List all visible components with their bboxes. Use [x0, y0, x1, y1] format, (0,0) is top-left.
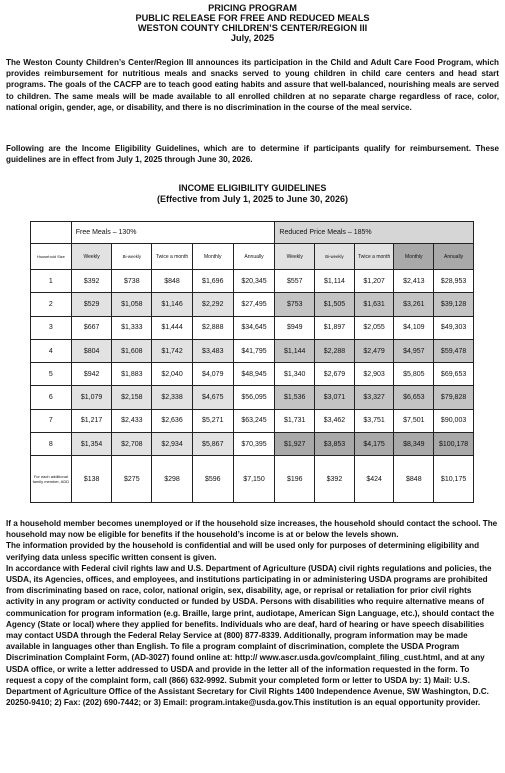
income-value-cell: $3,462	[315, 409, 355, 432]
header-line-2: PUBLIC RELEASE FOR FREE AND REDUCED MEALS	[135, 13, 370, 23]
additional-value-cell: $596	[192, 456, 233, 503]
income-value-cell: $1,536	[275, 386, 315, 409]
table-row	[31, 386, 474, 409]
income-value-cell: $1,505	[315, 293, 355, 316]
column-header: Monthly	[394, 244, 434, 270]
table-row	[31, 316, 474, 339]
income-value-cell: $529	[71, 293, 112, 316]
income-value-cell: $667	[71, 316, 112, 339]
column-header: Monthly	[192, 244, 233, 270]
income-value-cell: $2,636	[152, 409, 193, 432]
table-row	[31, 433, 474, 456]
income-value-cell: $1,144	[275, 339, 315, 362]
income-value-cell: $34,645	[233, 316, 275, 339]
income-value-cell: $69,653	[434, 363, 474, 386]
income-value-cell: $1,927	[275, 433, 315, 456]
income-value-cell: $2,413	[394, 270, 434, 293]
free-meals-header: Free Meals – 130%	[71, 222, 275, 244]
income-value-cell: $28,953	[434, 270, 474, 293]
column-header: Annually	[233, 244, 275, 270]
income-eligibility-table	[30, 221, 474, 503]
income-value-cell: $1,731	[275, 409, 315, 432]
income-value-cell: $39,128	[434, 293, 474, 316]
income-value-cell: $49,303	[434, 316, 474, 339]
income-value-cell: $100,178	[434, 433, 474, 456]
income-value-cell: $392	[71, 270, 112, 293]
reduced-price-header: Reduced Price Meals – 185%	[275, 222, 474, 244]
income-value-cell: $59,478	[434, 339, 474, 362]
income-value-cell: $1,883	[112, 363, 152, 386]
additional-value-cell: $298	[152, 456, 193, 503]
additional-value-cell: $392	[315, 456, 355, 503]
income-value-cell: $63,245	[233, 409, 275, 432]
income-value-cell: $1,079	[71, 386, 112, 409]
income-value-cell: $4,957	[394, 339, 434, 362]
household-size-cell: 1	[31, 270, 72, 293]
income-value-cell: $4,109	[394, 316, 434, 339]
income-value-cell: $2,903	[354, 363, 394, 386]
household-size-cell: 4	[31, 339, 72, 362]
table-body	[31, 270, 474, 456]
additional-value-cell: $138	[71, 456, 112, 503]
income-value-cell: $1,631	[354, 293, 394, 316]
income-value-cell: $5,271	[192, 409, 233, 432]
table-title: INCOME ELIGIBILITY GUIDELINES	[178, 183, 327, 193]
income-value-cell: $4,175	[354, 433, 394, 456]
income-value-cell: $3,261	[394, 293, 434, 316]
income-value-cell: $1,146	[152, 293, 193, 316]
additional-value-cell: $7,150	[233, 456, 275, 503]
income-value-cell: $3,853	[315, 433, 355, 456]
table-row	[31, 409, 474, 432]
column-header: Annually	[434, 244, 474, 270]
nondiscrimination-paragraph: In accordance with Federal civil rights law and U.S. Department of Agriculture (USDA) civil rights regulations and policies, the USDA, its Agencies, offices, and employees, and institutions participating in or administering USDA programs are prohibited from discriminating based on race, color, national origin, sex, disability, age, or reprisal or retaliation for prior civil rights activity in any program or activity conducted or funded by USDA. Persons with disabilities who require alternative means of communication for program information (e.g. Braille, large print, audiotape, American Sign Language, etc.), should contact the Agency (State or local) where they applied for benefits. Individuals who are deaf, hard of hearing or have speech disabilities may contact USDA through the Federal Relay Service at (800) 877-8339. Additionally, program information may be made available in languages other than English. To file a program complaint of discrimination, complete the USDA Program Discrimination Complaint Form, (AD-3027) found online at: http:// www.ascr.usda.gov/complaint_filing_cust.html, and at any USDA office, or write a letter addressed to USDA and provide in the letter all of the information requested in the form. To request a copy of the complaint form, call (866) 632-9992. Submit your completed form or letter to USDA by: 1) Mail: U.S. Department of Agriculture Office of the Assistant Secretary for Civil Rights 1400 Independence Avenue, SW Washington, D.C. 20250-9410; 2) Fax: (202) 690-7442; or 3) Email: program.intake@usda.gov.This institution is an equal opportunity provider.	[6, 563, 495, 708]
income-value-cell: $1,696	[192, 270, 233, 293]
income-value-cell: $1,897	[315, 316, 355, 339]
income-value-cell: $942	[71, 363, 112, 386]
income-value-cell: $2,888	[192, 316, 233, 339]
household-size-cell: 5	[31, 363, 72, 386]
income-value-cell: $1,207	[354, 270, 394, 293]
header-line-3: WESTON COUNTY CHILDREN’S CENTER/REGION III	[137, 23, 368, 33]
intro-paragraph: The Weston County Children’s Center/Region III announces its participation in the Child and Adult Care Food Program, which provides reimbursement for nutritious meals and snacks served to young children in child care centers and head start programs. The goals of the CACFP are to teach good eating habits and assure that well-balanced, nourishing meals are served to children. The same meals will be made available to all enrolled children at no separate charge regardless of race, color, national origin, gender, age, or disability, and there is no discrimination in the course of the meal service.	[6, 58, 499, 112]
income-value-cell: $949	[275, 316, 315, 339]
column-header: Bi-weekly	[315, 244, 355, 270]
household-size-cell: 6	[31, 386, 72, 409]
additional-value-cell: $848	[394, 456, 434, 503]
income-value-cell: $738	[112, 270, 152, 293]
income-value-cell: $1,333	[112, 316, 152, 339]
income-value-cell: $2,433	[112, 409, 152, 432]
income-value-cell: $2,288	[315, 339, 355, 362]
income-value-cell: $27,495	[233, 293, 275, 316]
column-header: Bi-weekly	[112, 244, 152, 270]
income-value-cell: $8,349	[394, 433, 434, 456]
header-line-1: PRICING PROGRAM	[208, 3, 297, 13]
income-value-cell: $557	[275, 270, 315, 293]
income-value-cell: $4,675	[192, 386, 233, 409]
income-value-cell: $2,708	[112, 433, 152, 456]
table-row	[31, 293, 474, 316]
income-value-cell: $1,354	[71, 433, 112, 456]
income-value-cell: $56,095	[233, 386, 275, 409]
income-value-cell: $4,079	[192, 363, 233, 386]
income-value-cell: $2,158	[112, 386, 152, 409]
confidentiality-paragraph: The information provided by the household is confidential and will be used only for purposes of determining eligibility and verifying data unless specific written consent is given.	[6, 541, 480, 562]
income-value-cell: $2,338	[152, 386, 193, 409]
income-value-cell: $79,828	[434, 386, 474, 409]
additional-member-label: For each additional family member, ADD	[31, 456, 72, 503]
income-value-cell: $6,653	[394, 386, 434, 409]
income-value-cell: $2,055	[354, 316, 394, 339]
table-row	[31, 339, 474, 362]
unemployment-paragraph: If a household member becomes unemployed or if the household size increases, the household should contact the school. The household may now be eligible for benefits if the household’s income is at or below the levels shown.	[6, 519, 498, 540]
income-value-cell: $20,345	[233, 270, 275, 293]
column-header: Weekly	[275, 244, 315, 270]
column-header: Twice a month	[152, 244, 193, 270]
income-value-cell: $1,444	[152, 316, 193, 339]
table-row	[31, 270, 474, 293]
income-value-cell: $804	[71, 339, 112, 362]
income-value-cell: $2,292	[192, 293, 233, 316]
household-size-header: Household Size	[31, 244, 72, 270]
income-value-cell: $2,934	[152, 433, 193, 456]
household-size-cell: 3	[31, 316, 72, 339]
income-value-cell: $1,608	[112, 339, 152, 362]
household-size-cell: 8	[31, 433, 72, 456]
income-value-cell: $1,217	[71, 409, 112, 432]
income-value-cell: $70,395	[233, 433, 275, 456]
income-value-cell: $5,805	[394, 363, 434, 386]
table-subtitle: (Effective from July 1, 2025 to June 30, 2026)	[156, 194, 349, 204]
income-value-cell: $848	[152, 270, 193, 293]
additional-value-cell: $10,175	[434, 456, 474, 503]
income-value-cell: $48,945	[233, 363, 275, 386]
guidelines-intro-paragraph: Following are the Income Eligibility Guidelines, which are to determine if participants qualify for reimbursement. These guidelines are in effect from July 1, 2025 through June 30, 2026.	[6, 144, 499, 165]
additional-value-cell: $424	[354, 456, 394, 503]
income-value-cell: $1,114	[315, 270, 355, 293]
income-value-cell: $3,327	[354, 386, 394, 409]
income-value-cell: $1,742	[152, 339, 193, 362]
additional-value-cell: $275	[112, 456, 152, 503]
household-size-cell: 7	[31, 409, 72, 432]
income-value-cell: $2,679	[315, 363, 355, 386]
income-value-cell: $41,795	[233, 339, 275, 362]
income-value-cell: $90,003	[434, 409, 474, 432]
header-date: July, 2025	[230, 33, 275, 43]
table-row	[31, 363, 474, 386]
income-value-cell: $5,867	[192, 433, 233, 456]
income-value-cell: $3,751	[354, 409, 394, 432]
body-text	[6, 518, 500, 708]
corner-cell	[31, 222, 72, 244]
income-value-cell: $2,479	[354, 339, 394, 362]
additional-value-cell: $196	[275, 456, 315, 503]
income-value-cell: $1,058	[112, 293, 152, 316]
income-value-cell: $1,340	[275, 363, 315, 386]
income-value-cell: $753	[275, 293, 315, 316]
income-value-cell: $2,040	[152, 363, 193, 386]
household-size-cell: 2	[31, 293, 72, 316]
income-value-cell: $3,071	[315, 386, 355, 409]
column-header: Twice a month	[354, 244, 394, 270]
income-value-cell: $3,483	[192, 339, 233, 362]
column-header: Weekly	[71, 244, 112, 270]
income-value-cell: $7,501	[394, 409, 434, 432]
